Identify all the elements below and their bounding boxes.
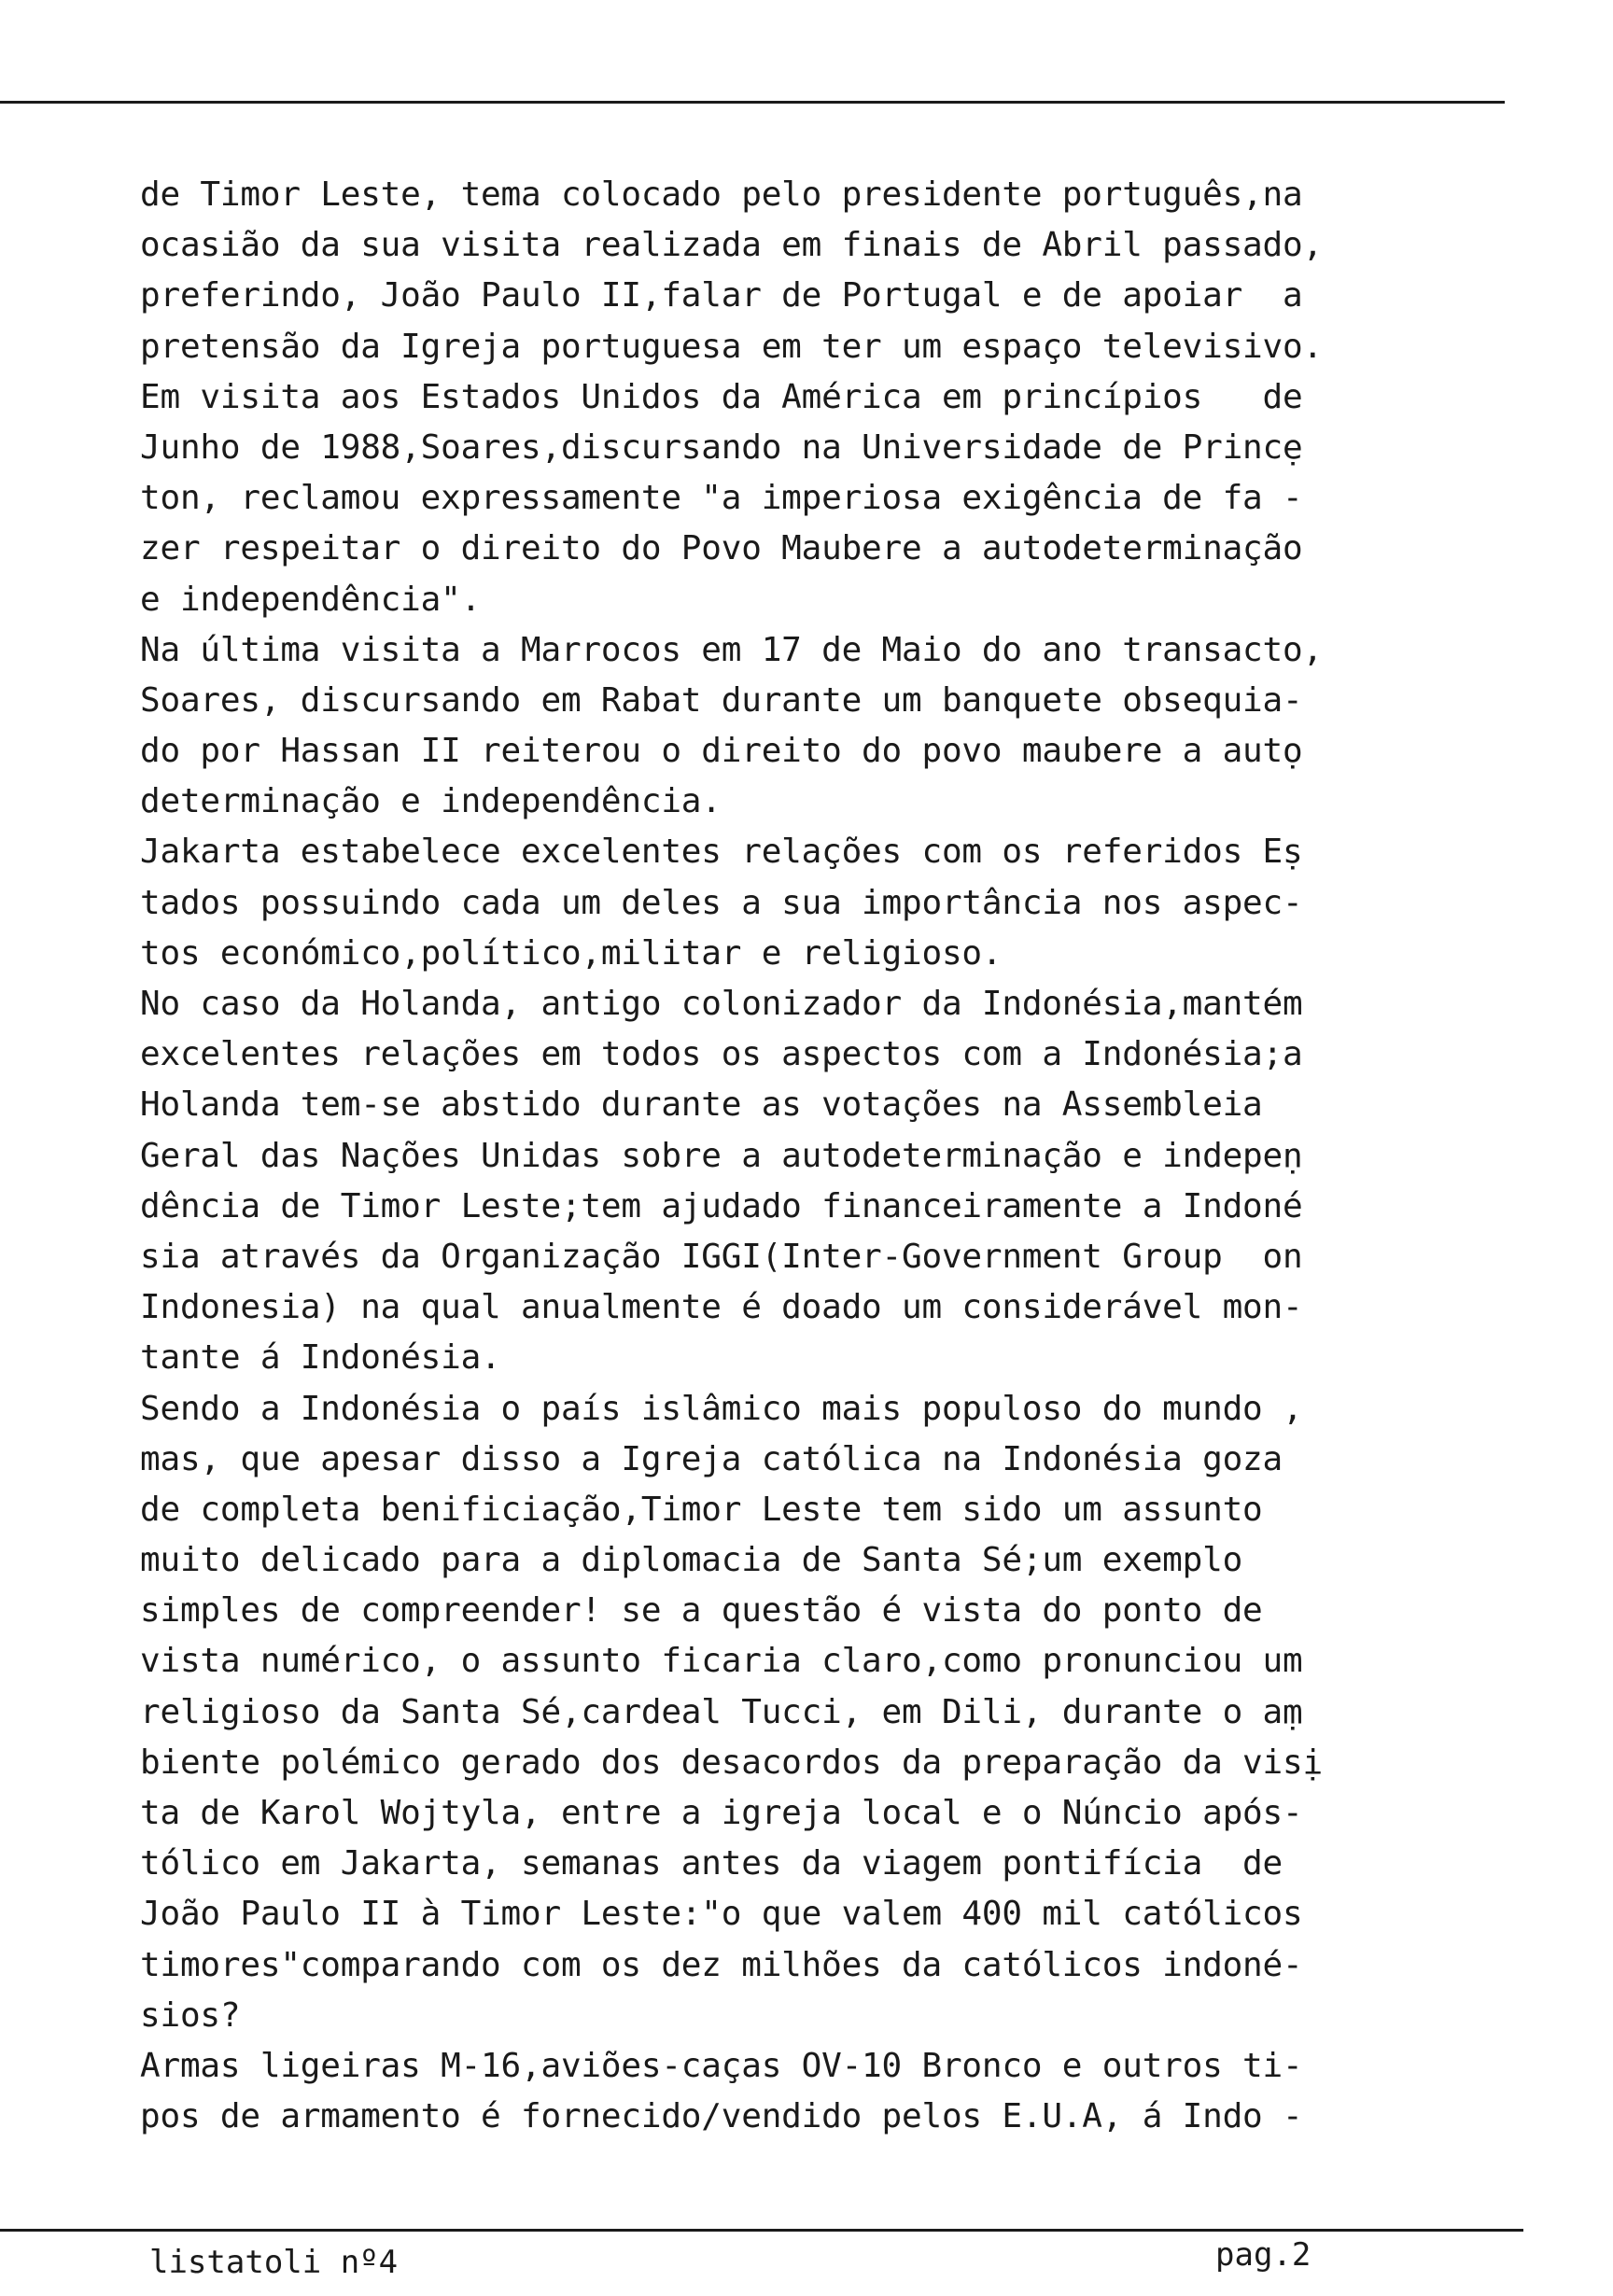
footer-publication: listatoli nº4 [149, 2244, 399, 2281]
text-line: Em visita aos Estados Unidos da América em princípios de [140, 377, 1303, 416]
text-line: ta de Karol Wojtyla, entre a igreja local e o Núncio após- [140, 1794, 1303, 1832]
text-line: timores"comparando com os dez milhões da católicos indoné- [140, 1945, 1303, 1984]
text-line: tados possuindo cada um deles a sua importância nos aspec- [140, 883, 1303, 922]
text-line: determinação e independência. [140, 782, 722, 821]
text-line: simples de compreender! se a questão é vista do ponto de [140, 1591, 1263, 1631]
document-body [140, 170, 1494, 2142]
text-line: preferindo, João Paulo II,falar de Portugal e de apoiar a [140, 276, 1303, 315]
bottom-rule [0, 2229, 1523, 2232]
text-line: Na última visita a Marrocos em 17 de Maio do ano transacto, [140, 630, 1323, 669]
text-line: de Timor Leste, tema colocado pelo presidente português,na [140, 175, 1303, 214]
text-line: Junho de 1988,Soares,discursando na Universidade de Princẹ [140, 427, 1303, 467]
text-line: Holanda tem-se abstido durante as votações na Assembleia [140, 1085, 1263, 1125]
text-line: sios? [140, 1995, 241, 2035]
footer-page-number: pag.2 [1215, 2236, 1311, 2274]
text-line: Indonesia) na qual anualmente é doado um considerável mon- [140, 1288, 1303, 1327]
text-line: pretensão da Igreja portuguesa em ter um espaço televisivo. [140, 327, 1323, 366]
text-line: Soares, discursando em Rabat durante um banquete obsequia- [140, 680, 1303, 720]
text-line: excelentes relações em todos os aspectos com a Indonésia;a [140, 1035, 1303, 1074]
text-line: tante á Indonésia. [140, 1338, 501, 1378]
text-line: tos económico,político,militar e religioso. [140, 933, 1003, 973]
text-line: dência de Timor Leste;tem ajudado financeiramente a Indoné [140, 1186, 1303, 1225]
text-line: do por Hassan II reiterou o direito do povo maubere a autọ [140, 732, 1303, 771]
text-line: de completa benificiação,Timor Leste tem sido um assunto [140, 1490, 1263, 1529]
text-line: Sendo a Indonésia o país islâmico mais populoso do mundo , [140, 1389, 1303, 1428]
text-line: zer respeitar o direito do Povo Maubere a autodeterminação [140, 529, 1303, 568]
text-line: muito delicado para a diplomacia de Santa Sé;um exemplo [140, 1541, 1243, 1580]
text-line: Jakarta estabelece excelentes relações com os referidos Eṣ [140, 833, 1303, 872]
text-line: sia através da Organização IGGI(Inter-Government Group on [140, 1237, 1303, 1276]
text-line: Geral das Nações Unidas sobre a autodeterminação e indepeṇ [140, 1136, 1303, 1175]
text-line: vista numérico, o assunto ficaria claro,como pronunciou um [140, 1642, 1303, 1681]
text-line: ton, reclamou expressamente "a imperiosa exigência de fa - [140, 479, 1303, 518]
text-line: ocasião da sua visita realizada em finais de Abril passado, [140, 226, 1323, 265]
text-line: pos de armamento é fornecido/vendido pelos E.U.A, á Indo - [140, 2097, 1303, 2136]
text-line: biente polémico gerado dos desacordos da preparação da visị [140, 1743, 1323, 1782]
top-rule [0, 101, 1505, 104]
text-line: e independência". [140, 580, 482, 619]
text-line: tólico em Jakarta, semanas antes da viagem pontifícia de [140, 1844, 1283, 1883]
text-line: religioso da Santa Sé,cardeal Tucci, em Dili, durante o aṃ [140, 1692, 1303, 1731]
text-line: João Paulo II à Timor Leste:"o que valem 400 mil católicos [140, 1895, 1303, 1934]
text-line: Armas ligeiras M-16,aviões-caças OV-10 Bronco e outros ti- [140, 2046, 1303, 2085]
text-line: mas, que apesar disso a Igreja católica na Indonésia goza [140, 1439, 1283, 1478]
text-line: No caso da Holanda, antigo colonizador da Indonésia,mantém [140, 985, 1303, 1023]
